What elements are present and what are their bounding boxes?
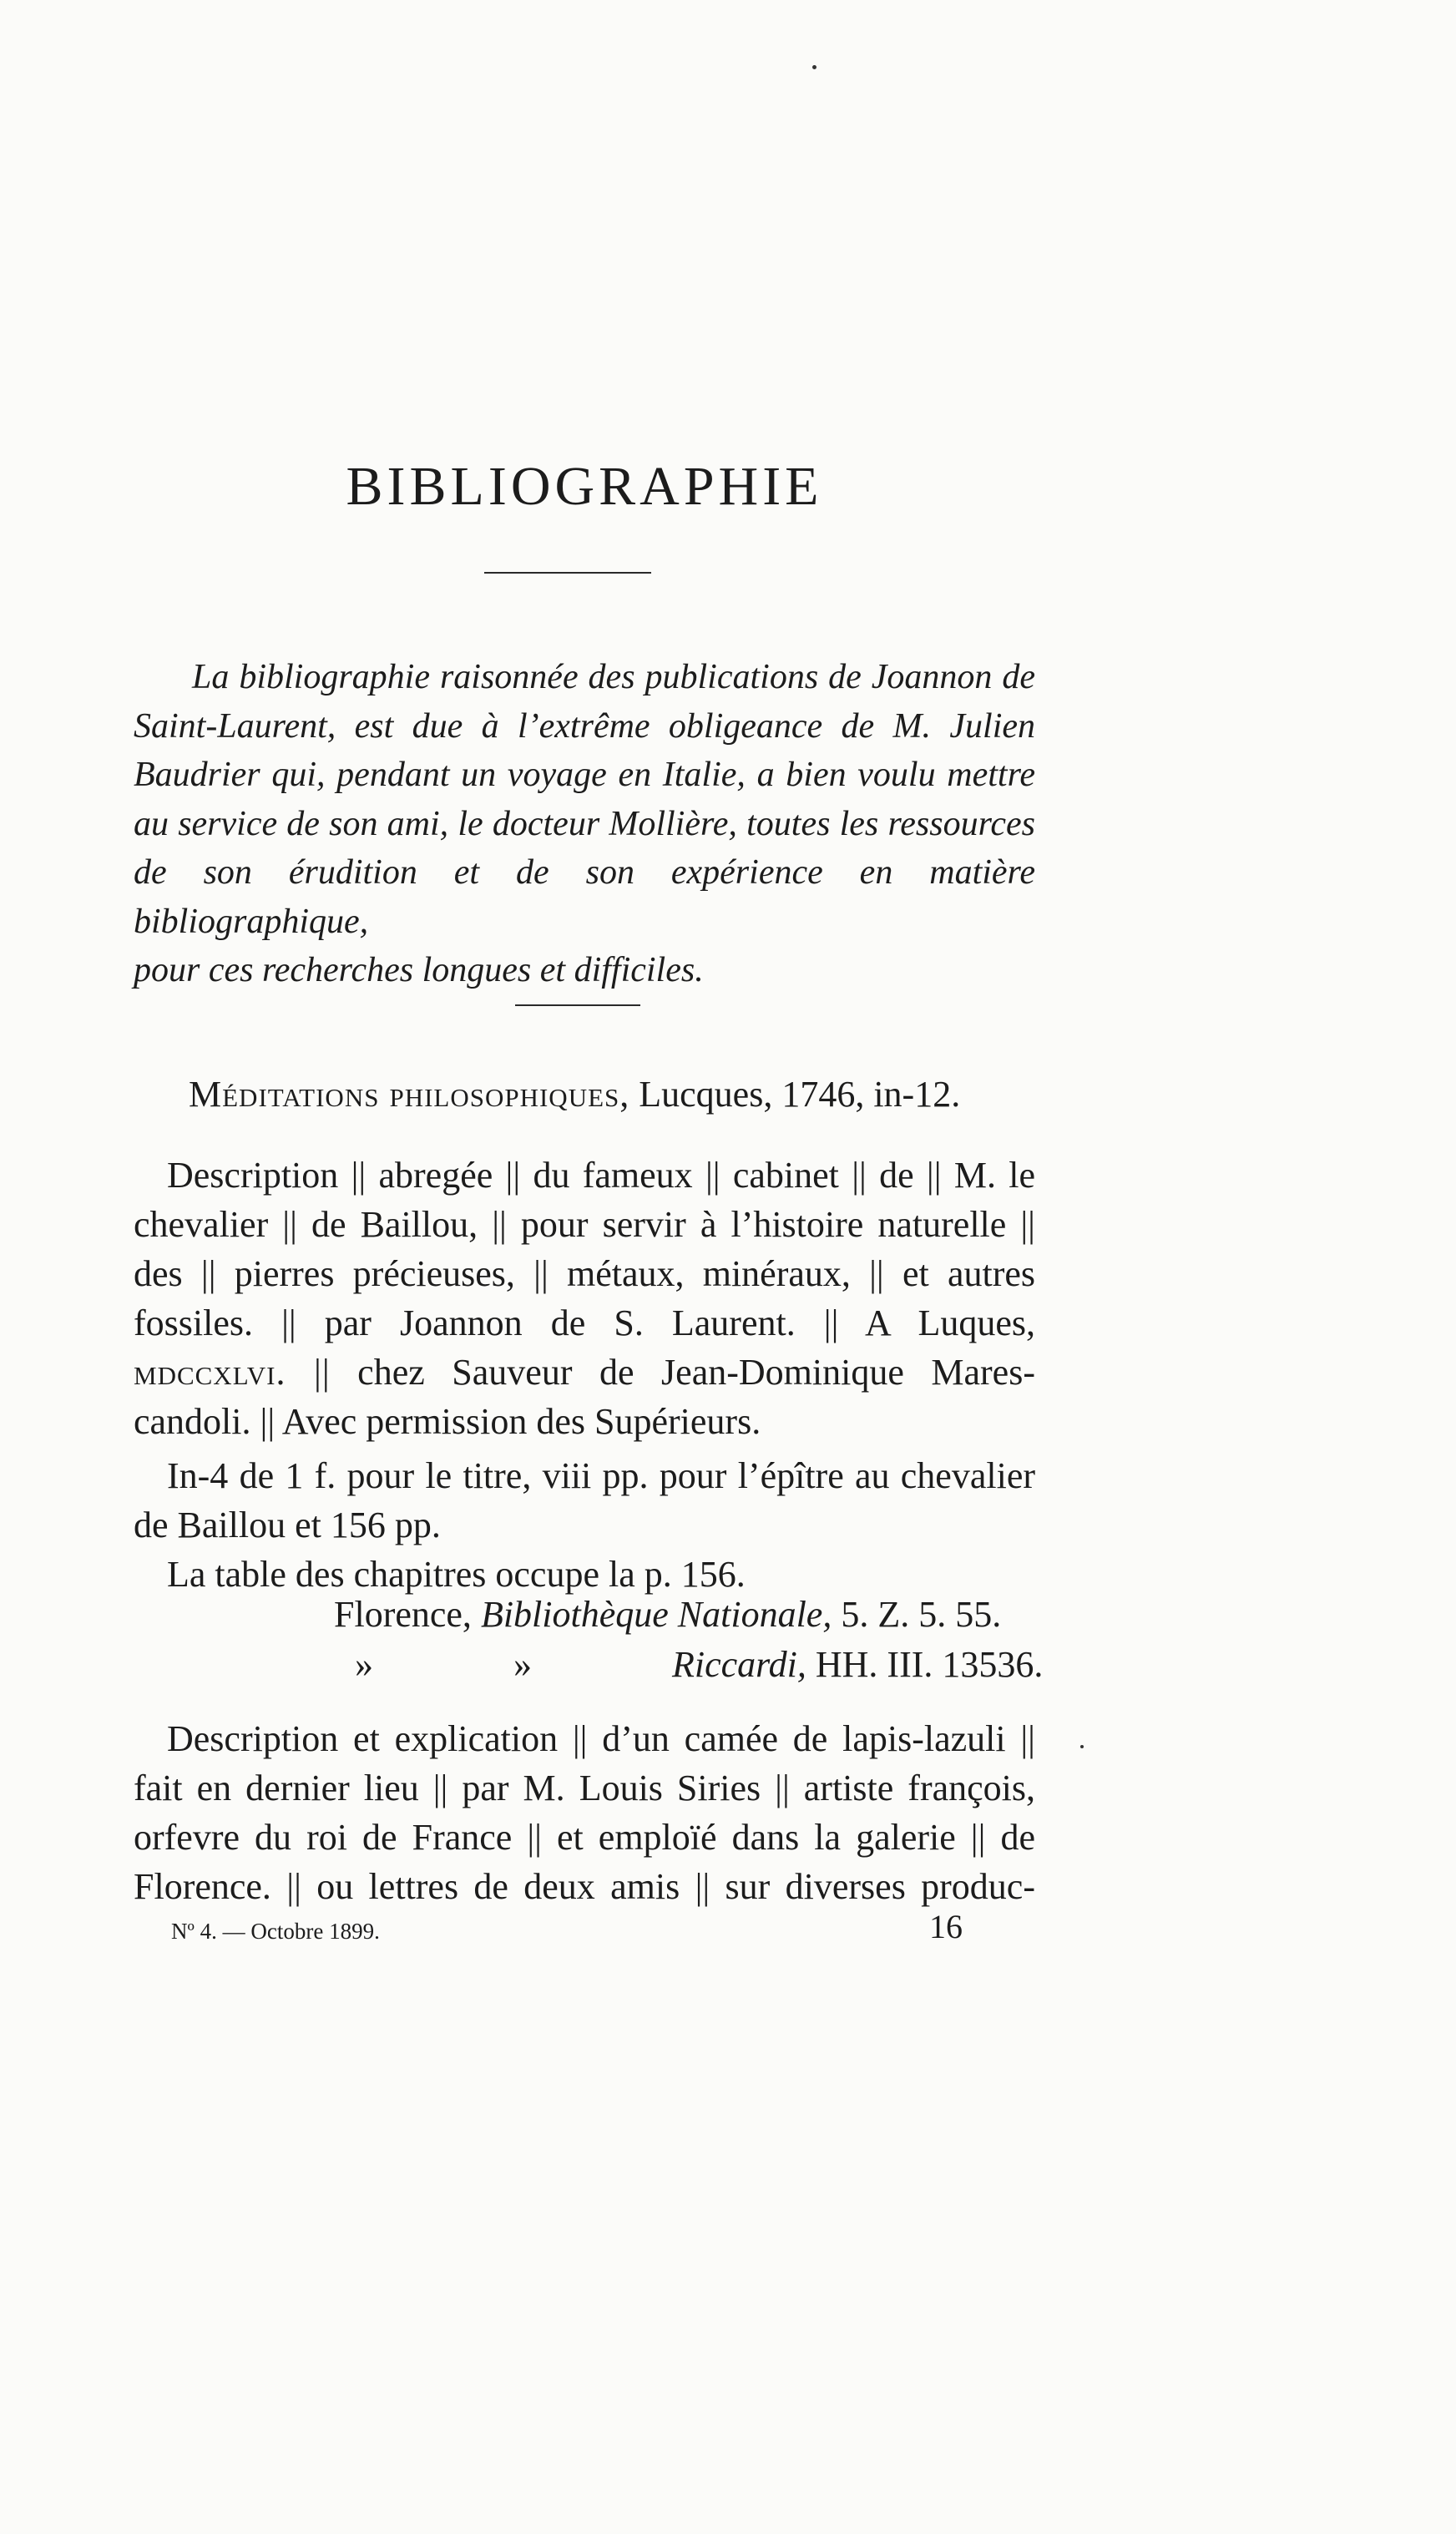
description-line: fossiles. || par Joannon de S. Laurent. || A Luques, [134,1302,1035,1343]
description-line: fait en dernier lieu || par M. Louis Siries || artiste françois, [134,1768,1035,1808]
intro-line: au service de son ami, le docteur Mollière, toutes les ressources [134,804,1035,843]
description-line: Description || abregée || du fameux || cabinet || de || M. le [167,1155,1035,1196]
ditto-mark: » [355,1644,373,1685]
issue-footer: Nº 4. — Octobre 1899. [171,1919,380,1944]
section-rule [515,1004,640,1006]
description-line: orfevre du roi de France || et emploïé dans la galerie || de [134,1817,1035,1858]
intro-line: Saint-Laurent, est due à l’extrême obligeance de M. Julien [134,706,1035,746]
location-shelfmark: HH. III. 13536. [806,1644,1044,1685]
description-line: Description et explication || d’un camée de lapis-lazuli || [167,1718,1035,1759]
entry-heading-place: Lucques, 1746, in-12. [629,1074,961,1115]
page [134,0,1044,2534]
print-speck [812,65,816,69]
table-note: La table des chapitres occupe la p. 156. [167,1554,746,1595]
description-line: des || pierres précieuses, || métaux, minéraux, || et autres [134,1253,1035,1294]
entry-heading-title: Méditations philosophiques, [189,1074,630,1115]
entry-heading [189,1073,1035,1115]
title-rule [484,572,651,574]
location-florence [334,1593,1001,1636]
description-line: chevalier || de Baillou, || pour servir à l’histoire naturelle || [134,1204,1035,1245]
entry2-description [134,1714,1035,1911]
description-line: candoli. || Avec permission des Supérieurs. [134,1401,761,1442]
ditto-mark: » [513,1644,532,1685]
format-line: de Baillou et 156 pp. [134,1505,441,1545]
description-line: Florence. || ou lettres de deux amis || sur diverses produc- [134,1866,1035,1907]
print-speck [1080,1745,1084,1748]
location-city: Florence, [334,1594,481,1635]
page-title: BIBLIOGRAPHIE [346,456,823,517]
location-library: Riccardi, [672,1644,806,1685]
publisher-text: chez Sauveur de Jean-Dominique Mares- [357,1352,1035,1393]
location-library: Bibliothèque Nationale, [480,1594,832,1635]
intro-paragraph [134,653,1035,995]
date-roman: mdccxlvi. || [134,1352,331,1393]
intro-line: Baudrier qui, pendant un voyage en Italie, a bien voulu mettre [134,756,1035,794]
description-line [134,1348,1035,1397]
page-number: 16 [929,1908,963,1945]
location-riccardi [355,1643,1044,1686]
format-note [134,1451,1035,1599]
format-line: In-4 de 1 f. pour le titre, viii pp. pour l’épître au chevalier [167,1455,1035,1496]
location-shelfmark: 5. Z. 5. 55. [832,1594,1002,1635]
intro-line: pour ces recherches longues et difficiles. [134,951,704,989]
intro-line: de son érudition et de son expérience en matière bibliographique, [134,853,1035,941]
entry-description [134,1151,1035,1446]
intro-line: La bibliographie raisonnée des publications de Joannon de [192,658,1035,696]
